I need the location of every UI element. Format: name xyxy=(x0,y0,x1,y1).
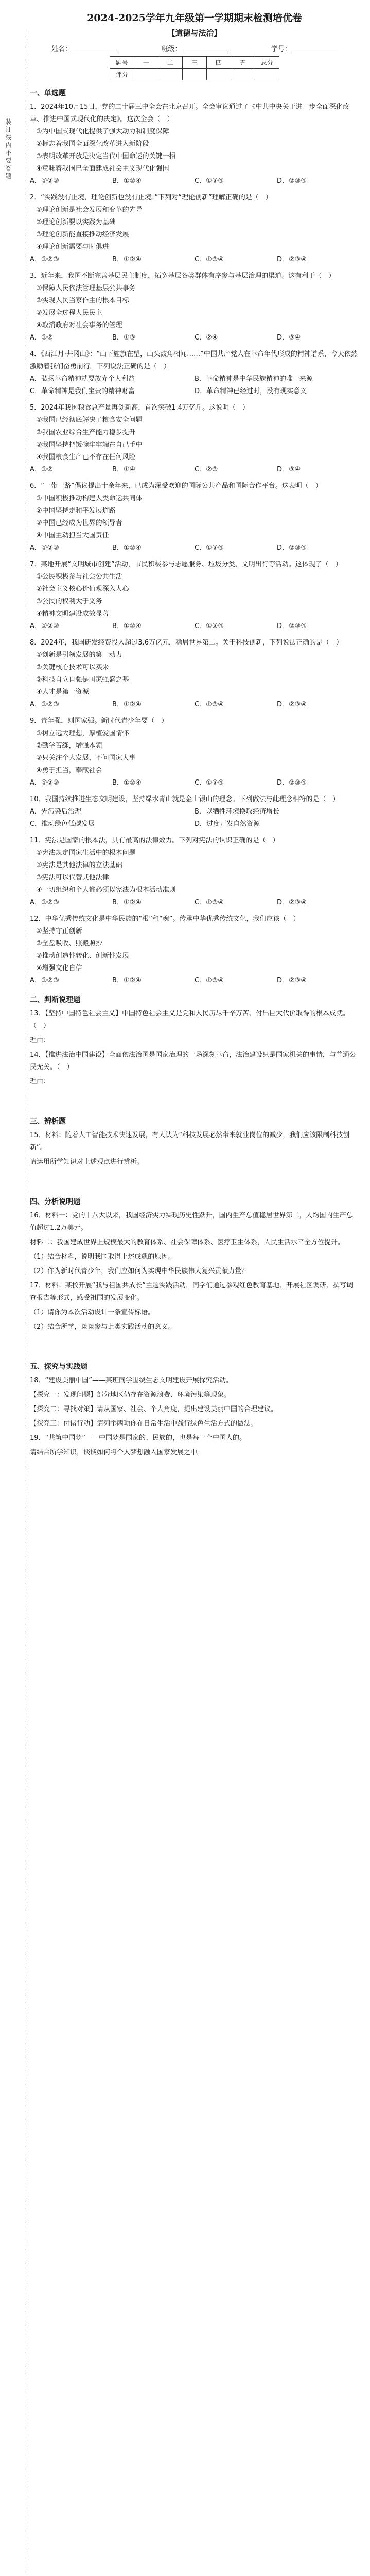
score-cell: 评分 xyxy=(110,69,134,80)
question-options xyxy=(30,253,359,266)
option[interactable]: C．①③④ xyxy=(195,977,224,985)
question-stem: 5．2024年我国粮食总产量再创新高，首次突破1.4万亿斤。这说明（ ） xyxy=(30,404,250,412)
question-note: ①创新是引领发展的第一动力 xyxy=(36,651,122,659)
subject-title: 【道德与法治】 xyxy=(167,28,222,38)
question-stem: 9．青年强，则国家强。新时代青少年要（ ） xyxy=(30,717,168,725)
answer-space[interactable] xyxy=(30,1459,359,1480)
option[interactable]: A．①②③ xyxy=(30,779,59,787)
question-stem: 2．“实践没有止境，理论创新也没有止境。”下列对“理论创新”理解正确的是（ ） xyxy=(30,194,272,201)
name-field[interactable] xyxy=(51,43,118,53)
question-note: ②实现人民当家作主的根本目标 xyxy=(36,297,129,304)
section4-item: （1）结合材料，说明我国取得上述成就的原因。 xyxy=(30,1253,175,1261)
question-item xyxy=(30,402,359,476)
option[interactable]: C．推动绿色低碳发展 xyxy=(30,820,95,828)
option[interactable]: D．③④ xyxy=(277,466,301,473)
option[interactable]: A．①②③ xyxy=(30,701,59,708)
section4-title: 四、分析说明题 xyxy=(30,1198,80,1206)
option[interactable]: A．①②③ xyxy=(30,544,59,552)
option[interactable]: C．①③④ xyxy=(195,899,224,906)
question-note: ②全盘吸收、照搬照抄 xyxy=(36,940,102,947)
question-note: ③科技自立自强是国家强盛之基 xyxy=(36,676,129,684)
section4-item: （1）请你为本次活动设计一条宣传标语。 xyxy=(30,1309,155,1316)
question-note: ④精神文明建设成效显著 xyxy=(36,610,109,618)
section5-item: 【探究三：付诸行动】请列举两项你在日常生活中践行绿色生活方式的做法。 xyxy=(30,1420,258,1428)
question-note: ④意味着我国已全面建成社会主义现代化强国 xyxy=(36,165,169,173)
section3-title: 三、辨析题 xyxy=(30,1117,66,1126)
question-item xyxy=(30,558,359,633)
option[interactable]: A．①②③ xyxy=(30,977,59,985)
option[interactable]: D．②③④ xyxy=(277,544,307,552)
option[interactable]: C．②③ xyxy=(195,466,218,473)
question-notes xyxy=(30,727,359,777)
section3-items xyxy=(30,1129,359,1189)
question-note: ③发展全过程人民民主 xyxy=(36,309,102,317)
student-info xyxy=(30,43,359,53)
question-options xyxy=(30,332,359,344)
score-cell[interactable] xyxy=(134,69,158,80)
question-notes xyxy=(30,282,359,332)
question-stem: 8．2024年，我国研发经费投入超过3.6万亿元，稳居世界第二。关于科技创新，下列说法正确的是（ ） xyxy=(30,639,343,647)
question-note: ④理论创新需要与时俱进 xyxy=(36,243,109,251)
class-blank[interactable] xyxy=(182,45,228,53)
score-cell: 五 xyxy=(231,57,255,69)
question-note: ②理论创新要以实践为基础 xyxy=(36,218,116,226)
section5-item: 【探究二：寻找对策】请从国家、社会、个人角度，提出建设美丽中国的合理建议。 xyxy=(30,1405,278,1413)
binding-margin xyxy=(0,31,25,2576)
question-options xyxy=(30,542,359,554)
option[interactable]: B．革命精神是中华民族精神的唯一来源 xyxy=(195,375,313,383)
question-note: ①公民积极参与社会公共生活 xyxy=(36,573,122,581)
option[interactable]: D．②③④ xyxy=(277,899,307,906)
section2-item: 理由： xyxy=(30,1037,50,1044)
option[interactable]: D．革命精神已经过时，没有现实意义 xyxy=(195,387,307,395)
option[interactable]: C．②④ xyxy=(195,334,218,342)
score-cell: 一 xyxy=(134,57,158,69)
binding-text: 装订线内不要答题 xyxy=(5,118,12,180)
question-note: ①树立远大理想，厚植爱国情怀 xyxy=(36,730,129,737)
section5-item: 18．“建设美丽中国”——某班同学围绕生态文明建设开展探究活动。 xyxy=(30,1377,233,1384)
option[interactable]: D．②③④ xyxy=(277,177,307,185)
question-item xyxy=(30,348,359,398)
option[interactable]: A．①② xyxy=(30,334,54,342)
score-cell: 二 xyxy=(158,57,183,69)
score-cell[interactable] xyxy=(207,69,231,80)
question-options xyxy=(30,699,359,711)
option[interactable]: C．①③④ xyxy=(195,779,224,787)
option[interactable]: D．②③④ xyxy=(277,779,307,787)
question-note: ②宪法是其他法律的立法基础 xyxy=(36,861,122,869)
question-stem: 3．近年来，我国不断完善基层民主制度，拓宽基层各类群体有序参与基层治理的渠道。这有利于（ ） xyxy=(30,272,336,280)
option[interactable]: A．①②③ xyxy=(30,899,59,906)
question-notes xyxy=(30,925,359,975)
name-blank[interactable] xyxy=(72,45,118,53)
section3-item: 15．材料：随着人工智能技术快速发展，有人认为“科技发展必然带来就业岗位的减少，我们应该限制科技创新”。 xyxy=(30,1131,350,1151)
question-stem: 10．我国持续推进生态文明建设，坚持绿水青山就是金山银山的理念。下列做法与此理念相符的是（ ） xyxy=(30,795,340,803)
section1-title: 一、单选题 xyxy=(30,89,66,97)
question-note: ①坚持守正创新 xyxy=(36,927,82,935)
section2-title: 二、判断说理题 xyxy=(30,996,80,1004)
question-note: ③公民的权利大于义务 xyxy=(36,598,102,605)
question-note: ④我国粮食生产已不存在任何风险 xyxy=(36,453,136,461)
name-label: 姓名： xyxy=(51,45,72,53)
section5-item: 请结合所学知识，谈谈如何将个人梦想融入国家发展之中。 xyxy=(30,1449,204,1456)
option[interactable]: D．②③④ xyxy=(277,701,307,708)
question-note: ④人才是第一资源 xyxy=(36,688,89,696)
class-label: 班级： xyxy=(161,45,182,53)
section4-item: 16．材料一：党的十八大以来，我国经济实力实现历史性跃升，国内生产总值稳居世界第二，人均国内生产总值超过1.2万美元。 xyxy=(30,1212,353,1232)
answer-space[interactable] xyxy=(30,1168,359,1189)
question-notes xyxy=(30,493,359,542)
section2-item: 13．【坚持中国特色社会主义】中国特色社会主义是党和人民历尽千辛万苦、付出巨大代价取得的根本成就。（ ） xyxy=(30,1010,350,1030)
question-options xyxy=(30,175,359,188)
option[interactable]: A．弘扬革命精神就要放弃个人利益 xyxy=(30,375,135,383)
score-cell: 三 xyxy=(183,57,207,69)
question-notes xyxy=(30,204,359,253)
question-note: ②社会主义核心价值观深入人心 xyxy=(36,585,129,593)
section4-item: 17．材料：某校开展“我与祖国共成长”主题实践活动，同学们通过参观红色教育基地、开展社区调研、撰写调查报告等形式，感受祖国的发展变化。 xyxy=(30,1282,354,1302)
question-note: ②我国农业综合生产能力稳步提升 xyxy=(36,429,136,436)
section4-items xyxy=(30,1210,359,1354)
score-cell: 题号 xyxy=(110,57,134,69)
section4-item: （2）结合所学，谈谈参与此类实践活动的意义。 xyxy=(30,1323,175,1331)
option[interactable]: A．①②③ xyxy=(30,256,59,263)
question-options xyxy=(30,777,359,789)
option[interactable]: B．以牺牲环境换取经济增长 xyxy=(195,808,279,816)
question-note: ④中国主动担当大国责任 xyxy=(36,532,109,539)
option[interactable]: B．①②④ xyxy=(112,622,142,630)
option[interactable]: C．①③④ xyxy=(195,177,224,185)
option[interactable]: A．先污染后治理 xyxy=(30,808,81,816)
option[interactable]: B．①③ xyxy=(112,334,136,342)
question-note: ①理论创新是社会发展和变革的先导 xyxy=(36,206,143,214)
question-note: ①为中国式现代化提供了强大动力和制度保障 xyxy=(36,128,169,135)
question-note: ④取消政府对社会事务的管理 xyxy=(36,321,122,329)
question-note: ③我国坚持把饭碗牢牢端在自己手中 xyxy=(36,441,143,449)
option[interactable]: B．①②④ xyxy=(112,701,142,708)
question-note: ①宪法规定国家生活中的根本问题 xyxy=(36,849,136,857)
score-cell[interactable] xyxy=(231,69,255,80)
score-header-row xyxy=(110,57,279,69)
exam-title: 2024-2025学年九年级第一学期期末检测培优卷 xyxy=(87,12,302,24)
option[interactable]: B．①②④ xyxy=(112,899,142,906)
question-item xyxy=(30,913,359,987)
option[interactable]: A．①②③ xyxy=(30,622,59,630)
question-note: ③表明改革开放是决定当代中国命运的关键一招 xyxy=(36,152,176,160)
score-cell[interactable] xyxy=(255,69,279,80)
section5-item: 【探究一：发现问题】部分地区仍存在资源浪费、环境污染等现象。 xyxy=(30,1391,231,1399)
option[interactable]: D．②③④ xyxy=(277,256,307,263)
question-note: ③理论创新能直接推动经济发展 xyxy=(36,231,129,239)
option[interactable]: B．①②④ xyxy=(112,256,142,263)
section3-item: 请运用所学知识对上述观点进行辨析。 xyxy=(30,1158,144,1166)
section5-items xyxy=(30,1375,359,1480)
question-note: ③只关注个人发展，不问国家大事 xyxy=(36,754,136,762)
score-cell: 四 xyxy=(207,57,231,69)
option[interactable]: D．过度开发自然资源 xyxy=(195,820,260,828)
question-item xyxy=(30,480,359,554)
section4-item: （2）作为新时代青少年，我们应如何为实现中华民族伟大复兴贡献力量？ xyxy=(30,1267,249,1275)
section1-questions xyxy=(30,101,359,987)
question-item xyxy=(30,192,359,266)
section2-items xyxy=(30,1008,359,1109)
option[interactable]: C．①③④ xyxy=(195,256,224,263)
option[interactable]: D．②③④ xyxy=(277,977,307,985)
question-notes xyxy=(30,571,359,620)
question-note: ④勇于担当，奉献社会 xyxy=(36,767,102,774)
score-cell[interactable] xyxy=(158,69,183,80)
score-cell: 总分 xyxy=(255,57,279,69)
question-options xyxy=(30,373,359,398)
option[interactable]: C．①③④ xyxy=(195,701,224,708)
score-cell[interactable] xyxy=(183,69,207,80)
question-item xyxy=(30,715,359,789)
question-note: ②勤学苦练，增强本领 xyxy=(36,742,102,750)
number-blank[interactable] xyxy=(291,45,338,53)
exam-page xyxy=(30,0,359,1484)
option[interactable]: B．①②④ xyxy=(112,177,142,185)
option[interactable]: D．③④ xyxy=(277,334,301,342)
option[interactable]: A．①②③ xyxy=(30,177,59,185)
question-stem: 4．《西江月·井冈山》：“山下旌旗在望，山头鼓角相闻……”中国共产党人在革命年代形成的精神谱系，今天依然激励着我们奋勇前行。下列说法正确的是（ ） xyxy=(30,350,358,370)
question-options xyxy=(30,896,359,909)
class-field[interactable] xyxy=(161,43,227,53)
section2-item: 理由： xyxy=(30,1078,50,1086)
question-options xyxy=(30,620,359,633)
question-note: ④增强文化自信 xyxy=(36,964,82,972)
question-item xyxy=(30,835,359,909)
number-label: 学号： xyxy=(271,45,291,53)
question-note: ①保障人民依法管理基层公共事务 xyxy=(36,284,136,292)
section5-title: 五、探究与实践题 xyxy=(30,1363,87,1371)
option[interactable]: B．①④ xyxy=(112,466,136,473)
question-stem: 7．某地开展“文明城市创建”活动，市民积极参与志愿服务、垃圾分类、文明出行等活动。这体现了（ ） xyxy=(30,561,342,568)
option[interactable]: C．革命精神是我们宝贵的精神财富 xyxy=(30,387,135,395)
option[interactable]: B．①②④ xyxy=(112,977,142,985)
question-stem: 11．宪法是国家的根本法，具有最高的法律效力。下列对宪法的认识正确的是（ ） xyxy=(30,837,279,844)
question-note: ②标志着我国全面深化改革进入新阶段 xyxy=(36,140,149,148)
question-notes xyxy=(30,847,359,896)
question-item xyxy=(30,101,359,188)
option[interactable]: A．①② xyxy=(30,466,54,473)
answer-space[interactable] xyxy=(30,1088,359,1109)
question-stem: 12．中华优秀传统文化是中华民族的“根”和“魂”。传承中华优秀传统文化，我们应该（ ） xyxy=(30,915,300,923)
score-value-row xyxy=(110,69,279,80)
option[interactable]: B．①②④ xyxy=(112,779,142,787)
question-note: ②关键核心技术可以买来 xyxy=(36,664,109,671)
question-notes xyxy=(30,414,359,464)
question-item xyxy=(30,270,359,344)
question-options xyxy=(30,975,359,987)
option[interactable]: C．①③④ xyxy=(195,544,224,552)
question-item xyxy=(30,637,359,711)
question-note: ①中国积极推动构建人类命运共同体 xyxy=(36,495,143,502)
option[interactable]: C．①③④ xyxy=(195,622,224,630)
number-field[interactable] xyxy=(271,43,338,53)
question-note: ④一切组织和个人都必须以宪法为根本活动准则 xyxy=(36,886,176,894)
question-note: ③宪法可以代替其他法律 xyxy=(36,874,109,882)
question-note: ③推动创造性转化、创新性发展 xyxy=(36,952,129,960)
section5-item: 19．“共筑中国梦”——中国梦是国家的、民族的，也是每一个中国人的。 xyxy=(30,1434,246,1442)
question-options xyxy=(30,464,359,476)
question-note: ②中国坚持走和平发展道路 xyxy=(36,507,116,515)
question-item xyxy=(30,793,359,831)
question-notes xyxy=(30,649,359,699)
question-stem: 6．“一带一路”倡议提出十余年来，已成为深受欢迎的国际公共产品和国际合作平台。这表明（ ） xyxy=(30,482,322,490)
option[interactable]: D．②③④ xyxy=(277,622,307,630)
option[interactable]: B．①②④ xyxy=(112,544,142,552)
question-options xyxy=(30,806,359,831)
question-note: ①我国已经彻底解决了粮食安全问题 xyxy=(36,416,143,424)
question-note: ③中国已经成为世界的领导者 xyxy=(36,519,122,527)
question-notes xyxy=(30,126,359,175)
section2-item: 14．【推进法治中国建设】全面依法治国是国家治理的一场深刻革命，法治建设只是国家机关的事情，与普通公民无关。（ ） xyxy=(30,1051,357,1071)
score-table xyxy=(110,56,279,80)
answer-space[interactable] xyxy=(30,1333,359,1354)
question-stem: 1．2024年10月15日，党的二十届三中全会在北京召开。全会审议通过了《中共中央关于进一步全面深化改革、推进中国式现代化的决定》。这次全会（ ） xyxy=(30,103,349,123)
section4-item: 材料二：我国建成世界上规模最大的教育体系、社会保障体系、医疗卫生体系，人民生活水平全方位提升。 xyxy=(30,1239,345,1246)
